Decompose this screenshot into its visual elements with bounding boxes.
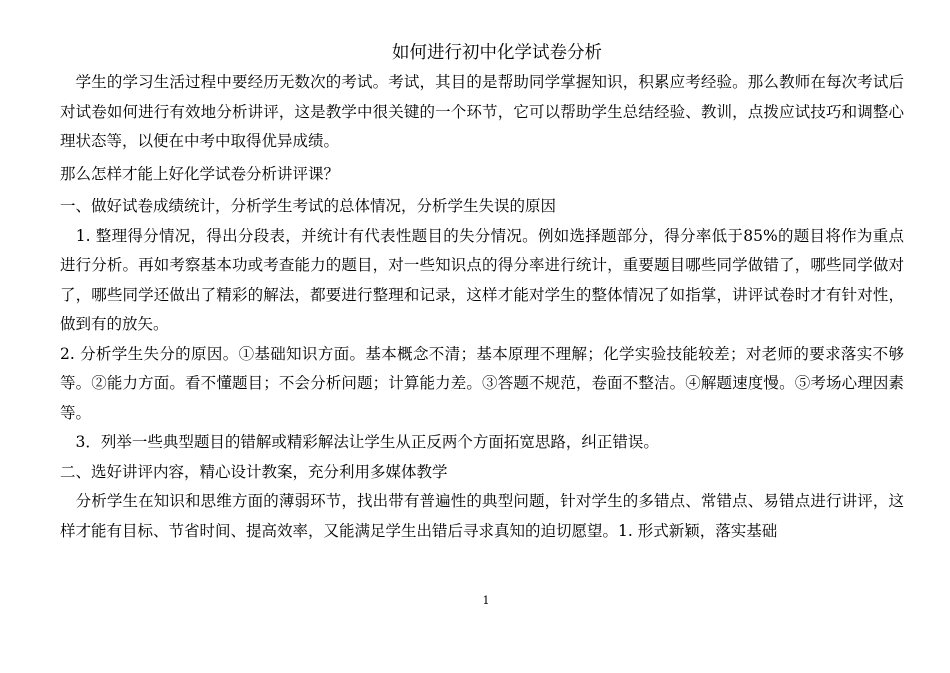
paragraph-intro: 学生的学习生活过程中要经历无数次的考试。考试，其目的是帮助同学掌握知识，积累应考经验。那么教师在每次考试后对试卷如何进行有效地分析讲评，这是教学中很关键的一个环节，它可以帮助学生总结经验、教训，点拨应试技巧和调整心理状态等，以便在中考中取得优异成绩。 (60, 73, 904, 150)
paragraph-analysis: 分析学生在知识和思维方面的薄弱环节，找出带有普遍性的典型问题，针对学生的多错点、常错点、易错点进行讲评，这样才能有目标、节省时间、提高效率，又能满足学生出错后寻求真知的迫切愿望。1. 形式新颖，落实基础 (60, 492, 904, 540)
paragraph-item-1: 1. 整理得分情况，得出分段表，并统计有代表性题目的失分情况。例如选择题部分，得分率低于85%的题目将作为重点进行分析。再如考察基本功或考查能力的题目，对一些知识点的得分率进行统计，重要题目哪些同学做错了，哪些同学做对了，哪些同学还做出了精彩的解法，都要进行整理和记录，这样才能对学生的整体情况了如指掌，讲评试卷时才有针对性，做到有的放矢。 (60, 226, 904, 333)
page-number: 1 (482, 594, 490, 607)
paragraph-question: 那么怎样才能上好化学试卷分析讲评课？ (60, 164, 340, 183)
section-heading-2: 二、选好讲评内容，精心设计教案，充分利用多媒体教学 (60, 462, 448, 481)
paragraph-item-2: 2. 分析学生失分的原因。①基础知识方面。基本概念不清；基本原理不理解；化学实验技能较差；对老师的要求落实不够等。②能力方面。看不懂题目；不会分析问题；计算能力差。③答题不规范，卷面不整洁。④解题速度慢。⑤考场心理因素等。 (60, 344, 904, 422)
document-title: 如何进行初中化学试卷分析 (392, 43, 602, 63)
section-heading-1: 一、做好试卷成绩统计，分析学生考试的总体情况，分析学生失误的原因 (60, 197, 557, 215)
paragraph-item-3: 3．列举一些典型题目的错解或精彩解法让学生从正反两个方面拓宽思路，纠正错误。 (60, 433, 659, 451)
